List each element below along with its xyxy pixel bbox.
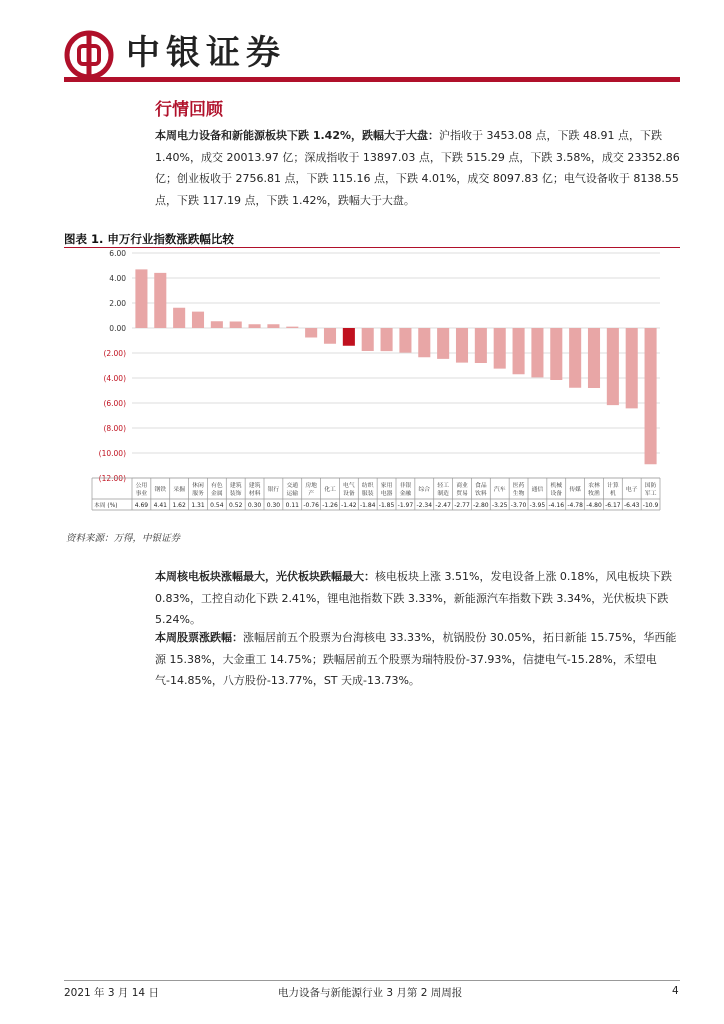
bar	[456, 328, 468, 363]
figure-title-rule	[64, 247, 680, 248]
bar	[362, 328, 374, 351]
bar	[645, 328, 657, 464]
bar	[607, 328, 619, 405]
bar	[154, 273, 166, 328]
page-number: 4	[672, 985, 679, 997]
data-label: -10.9	[642, 502, 659, 509]
report-date: 2021 年 3 月 14 日	[64, 987, 159, 999]
category-label: 非银	[399, 483, 412, 489]
data-label: 0.11	[285, 502, 299, 509]
paragraph-lead: 本周核电板块涨幅最大，光伏板块跌幅最大：	[155, 570, 375, 583]
category-label: 事业	[135, 491, 148, 497]
data-label: -1.97	[397, 502, 414, 509]
bar	[626, 328, 638, 408]
bar	[305, 328, 317, 338]
category-label: 食品	[475, 483, 487, 489]
stock-movers-paragraph	[155, 627, 681, 692]
category-label: 计算	[607, 483, 619, 489]
category-label: 材料	[248, 491, 261, 497]
data-label: -1.85	[378, 502, 395, 509]
bar	[249, 324, 261, 328]
bar	[343, 328, 355, 346]
market-review-paragraph	[155, 125, 681, 211]
report-title: 电力设备与新能源行业 3 月第 2 周周报	[278, 987, 463, 999]
data-label: 1.31	[191, 502, 205, 509]
data-label: -2.77	[454, 502, 470, 509]
y-tick-label: (6.00)	[103, 399, 126, 408]
category-label: 金属	[211, 491, 223, 497]
category-label: 纺织	[361, 483, 374, 489]
data-label: -1.42	[341, 502, 357, 509]
bar	[550, 328, 562, 380]
data-label: -6.43	[623, 502, 640, 509]
category-label: 国防	[644, 483, 657, 489]
section-title: 行情回顾	[155, 100, 223, 120]
bar	[135, 269, 147, 328]
data-label: -3.95	[529, 502, 546, 509]
category-label: 传媒	[569, 487, 581, 493]
bar	[569, 328, 581, 388]
paragraph-lead: 本周电力设备和新能源板块下跌 1.42%，跌幅大于大盘：	[155, 129, 439, 142]
category-label: 服务	[192, 491, 204, 497]
paragraph-body: 沪指收于 3453.08 点，下跌 48.91 点，下跌 1.40%，成交 20013.97 亿；深成指收于 13897.03 点，下跌 515.29 点，下跌 3.58%，成交 23352.86 亿；创业板收于 2756.81 点，下跌 115.16 点，下跌 4.01%，成交 8097.83 亿；电气设备收于 8138.55 点，下跌 117.19 点，下跌 1.42%，跌幅大于大盘。	[155, 129, 680, 207]
data-label: -6.17	[605, 502, 621, 509]
bar	[513, 328, 525, 374]
category-label: 电器	[380, 491, 393, 497]
category-label: 交通	[286, 483, 299, 489]
y-tick-label: 4.00	[109, 274, 126, 283]
y-tick-label: 0.00	[109, 324, 126, 333]
category-label: 公用	[135, 483, 148, 489]
y-tick-label: (2.00)	[103, 349, 126, 358]
category-label: 休闲	[192, 483, 204, 489]
bar	[230, 322, 242, 329]
bar	[324, 328, 336, 344]
category-label: 电子	[625, 487, 638, 493]
category-label: 通信	[531, 487, 544, 493]
category-label: 家用	[380, 483, 393, 489]
category-label: 综合	[418, 487, 431, 493]
category-label: 采掘	[173, 487, 185, 493]
category-label: 化工	[324, 487, 336, 493]
data-label: 0.30	[266, 502, 281, 509]
data-label: 0.52	[229, 502, 243, 509]
y-tick-label: 2.00	[109, 299, 126, 308]
category-label: 贸易	[456, 491, 468, 497]
data-label: -0.76	[303, 502, 319, 509]
data-label: -2.47	[435, 502, 451, 509]
category-label: 房地	[305, 483, 317, 489]
brand-name: 中银证券	[126, 33, 286, 73]
category-label: 运输	[286, 491, 299, 497]
data-label: -2.34	[416, 502, 433, 509]
bar	[211, 321, 223, 328]
category-label: 金融	[399, 491, 412, 497]
bar	[588, 328, 600, 388]
paragraph-lead: 本周股票涨跌幅：	[155, 631, 243, 644]
sector-performance-paragraph	[155, 566, 681, 631]
data-label: -2.80	[473, 502, 489, 509]
bar	[494, 328, 506, 369]
data-label: 0.54	[210, 502, 224, 509]
bar	[475, 328, 487, 363]
category-label: 军工	[644, 491, 657, 497]
category-label: 产	[308, 491, 315, 497]
bar	[173, 308, 185, 328]
category-label: 设备	[550, 491, 563, 497]
data-label: -1.26	[322, 502, 338, 509]
category-label: 饮料	[475, 491, 487, 497]
category-label: 牧渔	[588, 491, 600, 497]
y-tick-label: (12.00)	[98, 474, 126, 483]
category-label: 银行	[267, 487, 280, 493]
category-label: 有色	[211, 483, 223, 489]
header-divider	[64, 77, 680, 82]
category-label: 服装	[361, 491, 374, 497]
category-label: 装饰	[229, 491, 242, 497]
category-label: 制造	[437, 491, 449, 497]
category-label: 轻工	[437, 483, 449, 489]
bar	[286, 327, 298, 328]
data-label: 4.41	[153, 502, 167, 509]
category-label: 电气	[343, 483, 355, 489]
data-label: -3.70	[510, 502, 527, 509]
category-label: 设备	[343, 491, 355, 497]
bar	[418, 328, 430, 357]
data-label: -1.84	[359, 502, 376, 509]
bar	[267, 324, 279, 328]
figure-source: 资料来源：万得，中银证券	[66, 533, 181, 544]
data-label: 0.30	[247, 502, 262, 509]
y-tick-label: (8.00)	[103, 424, 126, 433]
data-label: 1.62	[172, 502, 186, 509]
industry-index-bar-chart	[64, 249, 680, 521]
data-label: -4.78	[567, 502, 583, 509]
category-label: 钢铁	[154, 487, 167, 493]
bar	[399, 328, 411, 353]
category-label: 建筑	[248, 483, 261, 489]
figure-title: 图表 1. 申万行业指数涨跌幅比较	[64, 232, 234, 246]
category-label: 生物	[512, 491, 525, 497]
bar	[381, 328, 393, 351]
category-label: 汽车	[493, 487, 506, 493]
y-tick-label: 6.00	[109, 249, 126, 258]
footer-divider	[64, 980, 680, 981]
data-label: -4.80	[586, 502, 602, 509]
bar	[192, 312, 204, 328]
data-label: -3.25	[491, 502, 508, 509]
category-label: 商业	[456, 483, 468, 489]
y-tick-label: (10.00)	[98, 449, 126, 458]
bank-logo-icon	[64, 30, 114, 80]
y-tick-label: (4.00)	[103, 374, 126, 383]
category-label: 机	[609, 491, 616, 497]
data-label: -4.16	[548, 502, 565, 509]
bar	[437, 328, 449, 359]
category-label: 农林	[588, 483, 600, 489]
category-label: 建筑	[229, 483, 242, 489]
data-label: 4.69	[134, 502, 149, 509]
series-label: 本周 (%)	[94, 503, 118, 509]
paragraph-body: 核电板块上涨 3.51%，发电设备上涨 0.18%，风电板块下跌 0.83%，工控自动化下跌 2.41%，锂电池指数下跌 3.33%，新能源汽车指数下跌 3.34%，光伏板块下跌 5.24%。	[155, 570, 672, 626]
category-label: 医药	[512, 483, 525, 489]
category-label: 机械	[550, 483, 563, 489]
bar	[531, 328, 543, 377]
paragraph-body: 涨幅居前五个股票为台海核电 33.33%，杭锅股份 30.05%，拓日新能 15.75%，华西能源 15.38%，大金重工 14.75%；跌幅居前五个股票为瑞特股份-37.93%，信捷电气-15.28%，禾望电气-14.85%，八方股份-13.77%，ST 天成-13.73%。	[155, 631, 677, 687]
